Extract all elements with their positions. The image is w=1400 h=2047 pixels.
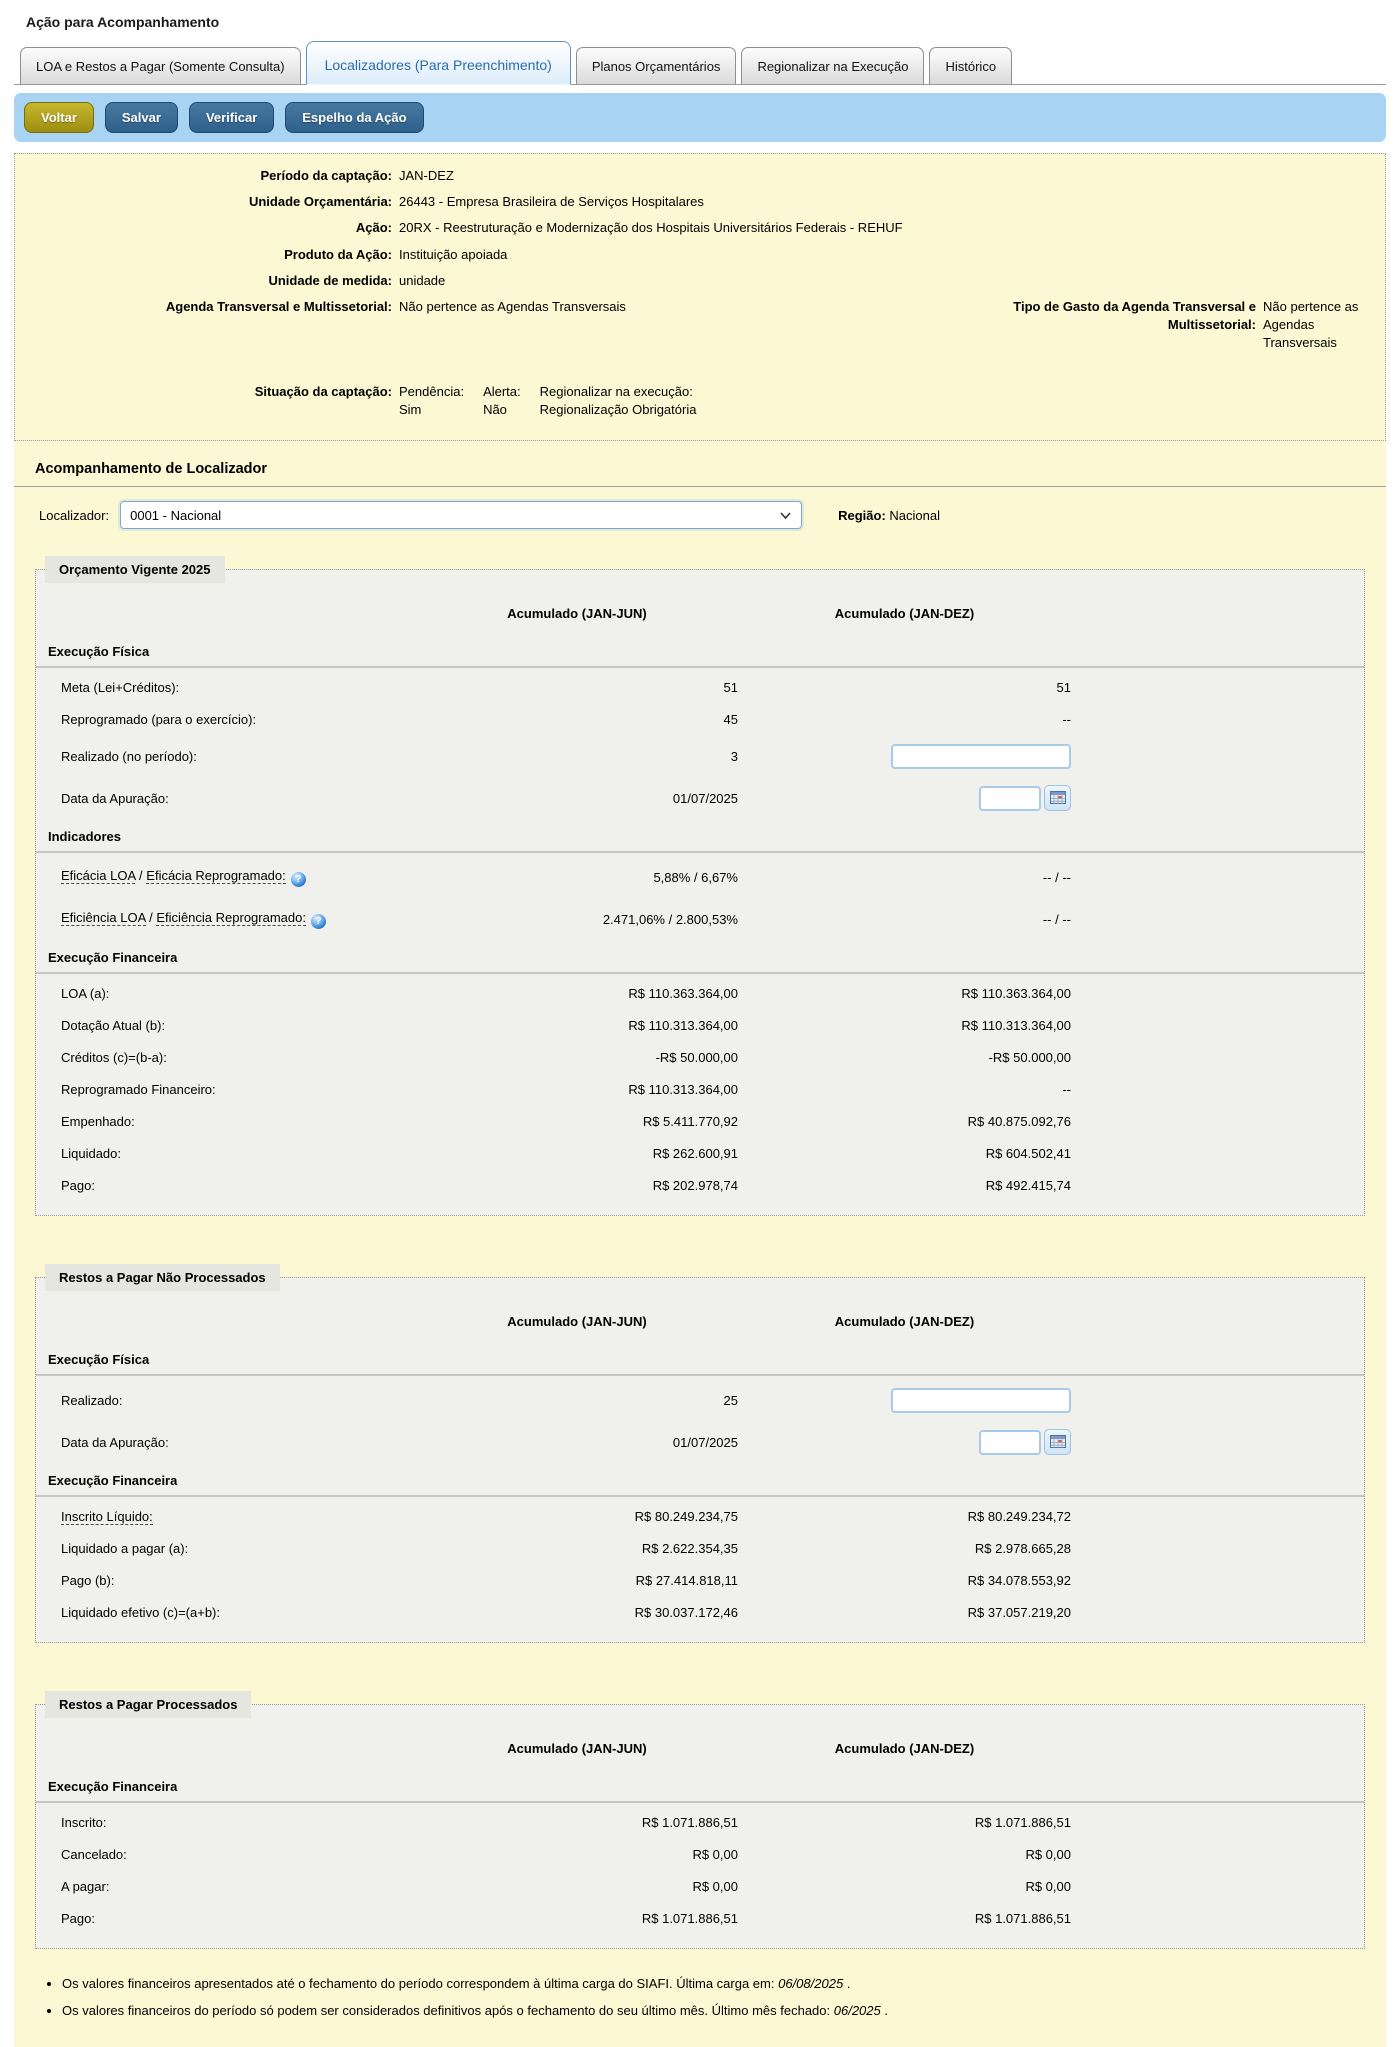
- calendar-button[interactable]: [1044, 785, 1071, 811]
- table-row-pago: Pago: R$ 1.071.886,51 R$ 1.071.886,51: [61, 1910, 1071, 1926]
- column-header-row: [36, 1307, 1364, 1335]
- section-execucao-financeira: Execução Financeira: [36, 940, 1364, 974]
- rap-processados-fieldset: [35, 1691, 1365, 1949]
- pendencia-label: Pendência:: [399, 383, 465, 399]
- table-row-data-apuracao: Data da Apuração: 01/07/2025: [36, 1421, 1364, 1463]
- col-header-jan-jun: Acumulado (JAN-JUN): [507, 1313, 647, 1329]
- inscrito-liquido-link[interactable]: Inscrito Líquido:: [61, 1508, 153, 1524]
- tab-planos-orcamentarios[interactable]: Planos Orçamentários: [576, 47, 737, 84]
- unidade-medida-value: unidade: [399, 272, 446, 288]
- toolbar: [14, 93, 1386, 142]
- col-header-jan-jun: Acumulado (JAN-JUN): [507, 605, 647, 621]
- tab-historico[interactable]: Histórico: [929, 47, 1012, 84]
- periodo-captacao-label: Período da captação:: [260, 168, 392, 183]
- pendencia-value: Sim: [399, 402, 422, 418]
- unidade-orcamentaria-value: 26443 - Empresa Brasileira de Serviços Hospitalares: [399, 194, 704, 210]
- unidade-orcamentaria-label: Unidade Orçamentária:: [248, 194, 392, 210]
- ultima-carga-date: 06/08/2025: [778, 1976, 844, 1992]
- table-row-eficacia: Eficácia LOA / Eficácia Reprogramado: ? 5,88% / 6,67% -- / --: [61, 867, 1071, 885]
- eficiencia-reprogramado-link[interactable]: Eficiência Reprogramado:: [156, 909, 306, 925]
- info-row-produto: [27, 246, 1373, 264]
- realizado-jan-dez-input[interactable]: [891, 744, 1071, 769]
- eficacia-loa-link[interactable]: Eficácia LOA: [61, 867, 136, 883]
- info-row-periodo: [27, 167, 1373, 185]
- tab-regionalizar-na-execucao[interactable]: Regionalizar na Execução: [741, 47, 924, 84]
- table-row-a-pagar: A pagar: R$ 0,00 R$ 0,00: [61, 1878, 1071, 1894]
- info-row-unidade-orcamentaria: [27, 193, 1373, 211]
- tipo-gasto-value: Não pertence as Agendas Transversais: [1263, 298, 1359, 351]
- section-execucao-financeira: Execução Financeira: [36, 1769, 1364, 1803]
- regiao-value: Nacional: [889, 507, 940, 523]
- table-row-dotacao: Dotação Atual (b): R$ 110.313.364,00 R$ 110.313.364,00: [61, 1017, 1071, 1033]
- note-siafi: • Os valores financeiros apresentados até o fechamento do período correspondem à última carga do SIAFI. Última carga em: 06/08/2025 .: [62, 1975, 1386, 1994]
- info-row-acao: [27, 219, 1373, 237]
- localizador-select[interactable]: [120, 501, 802, 529]
- content-area: [14, 153, 1386, 2047]
- table-row-liquidado-efetivo: Liquidado efetivo (c)=(a+b): R$ 30.037.172,46 R$ 37.057.219,20: [61, 1604, 1071, 1620]
- unidade-medida-label: Unidade de medida:: [268, 272, 392, 288]
- acao-label: Ação:: [355, 220, 392, 236]
- info-row-agenda: [27, 298, 1373, 353]
- col-header-jan-dez: Acumulado (JAN-DEZ): [834, 605, 975, 621]
- acompanhamento-localizador-heading: Acompanhamento de Localizador: [14, 441, 1386, 487]
- calendar-icon: [1050, 790, 1066, 807]
- info-row-unidade-medida: [27, 272, 1373, 290]
- calendar-button[interactable]: [1044, 1429, 1071, 1455]
- alerta-value: Não: [483, 402, 507, 418]
- localizador-label: Localizador:: [39, 507, 110, 523]
- agenda-transversal-value: Não pertence as Agendas Transversais: [399, 298, 626, 314]
- rap-realizado-jan-dez-input[interactable]: [891, 1388, 1071, 1413]
- produto-acao-label: Produto da Ação:: [284, 246, 392, 262]
- tab-localizadores[interactable]: Localizadores (Para Preenchimento): [306, 41, 571, 85]
- table-row-reprogramado: Reprogramado (para o exercício): 45 --: [61, 711, 1071, 727]
- regionalizar-execucao-value: Regionalização Obrigatória: [539, 402, 697, 418]
- eficacia-reprogramado-link[interactable]: Eficácia Reprogramado:: [146, 867, 286, 883]
- rap-nao-processados-legend: Restos a Pagar Não Processados: [45, 1264, 280, 1291]
- produto-acao-value: Instituição apoiada: [399, 246, 508, 262]
- acao-value: 20RX - Reestruturação e Modernização dos Hospitais Universitários Federais - REHUF: [399, 220, 903, 236]
- tab-loa-restos-a-pagar[interactable]: LOA e Restos a Pagar (Somente Consulta): [20, 47, 301, 84]
- table-row-inscrito-liquido: Inscrito Líquido: R$ 80.249.234,75 R$ 80.249.234,72: [61, 1508, 1071, 1524]
- verificar-button[interactable]: Verificar: [189, 102, 274, 133]
- section-indicadores: Indicadores: [36, 819, 1364, 853]
- situacao-captacao-label: Situação da captação:: [254, 383, 392, 399]
- alerta-label: Alerta:: [483, 383, 521, 399]
- section-execucao-fisica: Execução Física: [36, 634, 1364, 668]
- help-icon[interactable]: ?: [291, 872, 306, 887]
- table-row-pago: Pago: R$ 202.978,74 R$ 492.415,74: [61, 1177, 1071, 1193]
- table-row-empenhado: Empenhado: R$ 5.411.770,92 R$ 40.875.092,76: [61, 1113, 1071, 1129]
- note-fechamento: • Os valores financeiros do período só podem ser considerados definitivos após o fechamento do seu último mês. Último mês fechado: 06/2025 .: [62, 2002, 1386, 2021]
- section-execucao-financeira: Execução Financeira: [36, 1463, 1364, 1497]
- chevron-down-icon: [779, 508, 792, 523]
- pendencia-group: [399, 383, 464, 421]
- table-row-eficiencia: Eficiência LOA / Eficiência Reprogramado: ? 2.471,06% / 2.800,53% -- / --: [61, 909, 1071, 927]
- regiao-group: [838, 508, 940, 523]
- table-row-loa: LOA (a): R$ 110.363.364,00 R$ 110.363.364,00: [61, 985, 1071, 1001]
- help-icon[interactable]: ?: [311, 914, 326, 929]
- table-row-liquidado-a-pagar: Liquidado a pagar (a): R$ 2.622.354,35 R$ 2.978.665,28: [61, 1540, 1071, 1556]
- col-header-jan-jun: Acumulado (JAN-JUN): [507, 1740, 647, 1756]
- regionalizar-execucao-label: Regionalizar na execução:: [539, 383, 693, 399]
- orcamento-vigente-legend: Orçamento Vigente 2025: [45, 556, 225, 583]
- localizador-row: [39, 501, 1386, 529]
- rap-processados-legend: Restos a Pagar Processados: [45, 1691, 251, 1718]
- regiao-label: Região:: [838, 507, 886, 523]
- table-row-cancelado: Cancelado: R$ 0,00 R$ 0,00: [61, 1846, 1071, 1862]
- action-info-panel: [14, 153, 1386, 441]
- rap-data-apuracao-input[interactable]: [979, 1430, 1041, 1455]
- alerta-group: [483, 383, 521, 421]
- ultimo-mes-fechado-date: 06/2025: [833, 2003, 881, 2019]
- agenda-transversal-label: Agenda Transversal e Multissetorial:: [165, 298, 392, 314]
- page-title: Ação para Acompanhamento: [26, 14, 220, 30]
- periodo-captacao-value: JAN-DEZ: [399, 168, 454, 183]
- section-execucao-fisica: Execução Física: [36, 1342, 1364, 1376]
- tipo-gasto-label: Tipo de Gasto da Agenda Transversal e Multissetorial:: [1013, 298, 1256, 333]
- info-row-situacao: [27, 383, 1373, 421]
- column-header-row: [36, 599, 1364, 627]
- salvar-button[interactable]: Salvar: [105, 102, 178, 133]
- col-header-jan-dez: Acumulado (JAN-DEZ): [834, 1313, 975, 1329]
- calendar-icon: [1050, 1434, 1066, 1451]
- eficiencia-loa-link[interactable]: Eficiência LOA: [61, 909, 146, 925]
- footer-notes: [44, 1975, 1386, 2021]
- rap-nao-processados-fieldset: [35, 1264, 1365, 1643]
- tab-bar: [14, 41, 1386, 85]
- data-apuracao-input[interactable]: [979, 786, 1041, 811]
- table-row-meta: Meta (Lei+Créditos): 51 51: [61, 679, 1071, 695]
- table-row-liquidado: Liquidado: R$ 262.600,91 R$ 604.502,41: [61, 1145, 1071, 1161]
- table-row-realizado: Realizado: 25: [36, 1379, 1364, 1421]
- tipo-gasto-block: [1006, 298, 1373, 353]
- table-row-data-apuracao: Data da Apuração: 01/07/2025: [36, 777, 1364, 819]
- table-row-creditos: Créditos (c)=(b-a): -R$ 50.000,00 -R$ 50.000,00: [61, 1049, 1071, 1065]
- regionalizar-group: [540, 383, 697, 421]
- table-row-inscrito: Inscrito: R$ 1.071.886,51 R$ 1.071.886,51: [61, 1814, 1071, 1830]
- orcamento-vigente-fieldset: [35, 556, 1365, 1216]
- table-row-pago-b: Pago (b): R$ 27.414.818,11 R$ 34.078.553,92: [61, 1572, 1071, 1588]
- voltar-button[interactable]: Voltar: [24, 102, 94, 133]
- column-header-row: [36, 1734, 1364, 1762]
- table-row-realizado: Realizado (no período): 3: [36, 735, 1364, 777]
- espelho-da-acao-button[interactable]: Espelho da Ação: [285, 102, 423, 133]
- table-row-reprogramado-financeiro: Reprogramado Financeiro: R$ 110.313.364,00 --: [61, 1081, 1071, 1097]
- col-header-jan-dez: Acumulado (JAN-DEZ): [834, 1740, 975, 1756]
- localizador-selected-value: 0001 - Nacional: [130, 507, 222, 523]
